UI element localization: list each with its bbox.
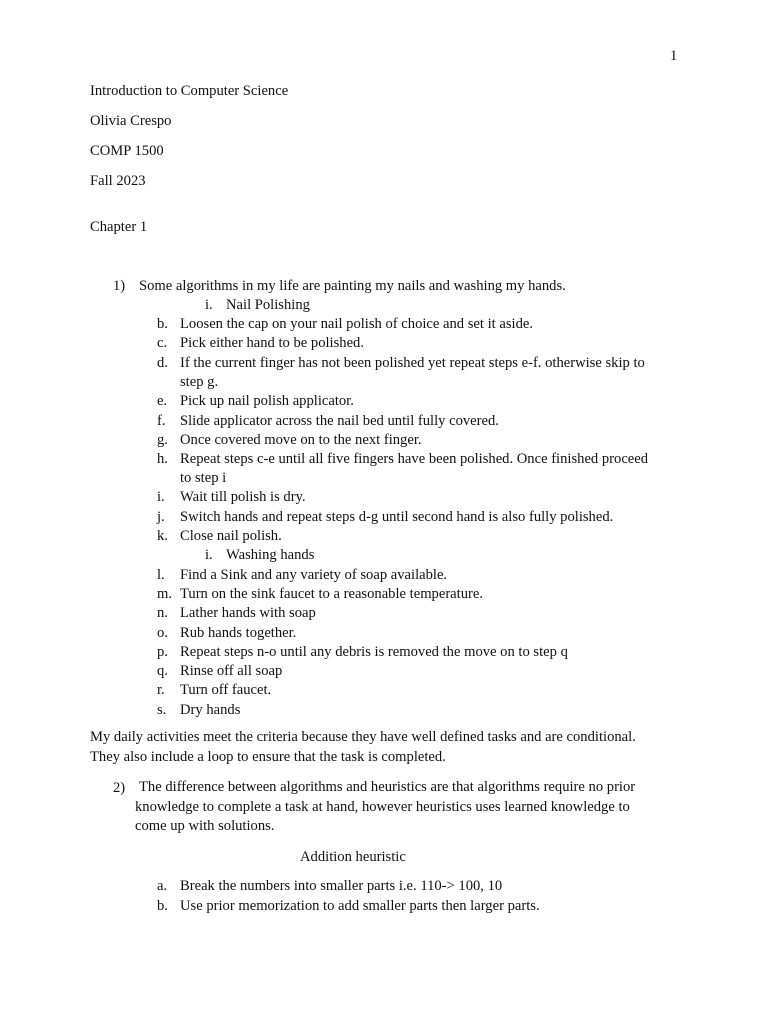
list-marker: n. [157,605,168,621]
list-item-text: Break the numbers into smaller parts i.e. 110-> 100, 10 [180,878,503,894]
list-item-text: Pick up nail polish applicator. [180,393,354,409]
list-item-text: Repeat steps n-o until any debris is removed the move on to step q [180,644,568,660]
list-marker: m. [157,586,172,602]
list-marker: b. [157,898,168,914]
list-item-text: Rinse off all soap [180,663,283,679]
question-2-number: 2) [113,780,126,796]
list-item-text: Turn off faucet. [180,682,272,698]
list-item-continuation: to step i [180,470,227,486]
section-a-marker: i. [205,297,213,313]
list-item-text: Turn on the sink faucet to a reasonable temperature. [180,586,483,602]
list-item-text: Once covered move on to the next finger. [180,432,422,448]
list-marker: s. [157,702,167,718]
list-item-text: Wait till polish is dry. [180,489,306,505]
list-marker: g. [157,432,168,448]
list-marker: h. [157,451,168,467]
heuristic-heading: Addition heuristic [300,849,406,865]
list-item-continuation: step g. [180,374,219,390]
list-item-text: Switch hands and repeat steps d-g until second hand is also fully polished. [180,509,614,525]
list-marker: k. [157,528,168,544]
list-item-text: Use prior memorization to add smaller parts then larger parts. [180,898,540,914]
section-b-marker: i. [205,547,213,563]
list-marker: f. [157,413,166,429]
list-item-text: Loosen the cap on your nail polish of choice and set it aside. [180,316,533,332]
list-marker: q. [157,663,168,679]
list-item-text: Find a Sink and any variety of soap available. [180,567,448,583]
list-item-text: Slide applicator across the nail bed until fully covered. [180,413,499,429]
list-marker: o. [157,625,168,641]
list-item-text: Lather hands with soap [180,605,316,621]
course-title: Introduction to Computer Science [90,83,289,99]
list-marker: l. [157,567,165,583]
list-item-text: Rub hands together. [180,625,297,641]
summary-paragraph: My daily activities meet the criteria because they have well defined tasks and are conditional. They also include a loop to ensure that the task is completed. [90,729,636,765]
question-2-text: The difference between algorithms and heuristics are that algorithms require no prior knowledge to complete a task at hand, however heuristics uses learned knowledge to come up with solutions. [135,779,636,834]
author-name: Olivia Crespo [90,113,172,129]
list-marker: i. [157,489,165,505]
chapter-heading: Chapter 1 [90,219,148,235]
list-item-text: If the current finger has not been polished yet repeat steps e-f. otherwise skip to [180,355,645,371]
list-marker: p. [157,644,168,660]
list-marker: r. [157,682,165,698]
list-item-text: Dry hands [180,702,241,718]
page-number: 1 [670,48,678,64]
term: Fall 2023 [90,173,146,189]
list-marker: b. [157,316,168,332]
course-code: COMP 1500 [90,143,164,159]
list-item-text: Pick either hand to be polished. [180,335,365,351]
question-1-number: 1) [113,278,126,294]
list-item-text: Close nail polish. [180,528,282,544]
list-marker: e. [157,393,168,409]
list-marker: d. [157,355,168,371]
section-a-title: Nail Polishing [226,297,310,313]
list-marker: j. [157,509,165,525]
question-1-text: Some algorithms in my life are painting my nails and washing my hands. [139,278,566,294]
list-marker: c. [157,335,168,351]
list-marker: a. [157,878,168,894]
list-item-text: Repeat steps c-e until all five fingers have been polished. Once finished proceed [180,451,649,467]
section-b-title: Washing hands [226,547,315,563]
